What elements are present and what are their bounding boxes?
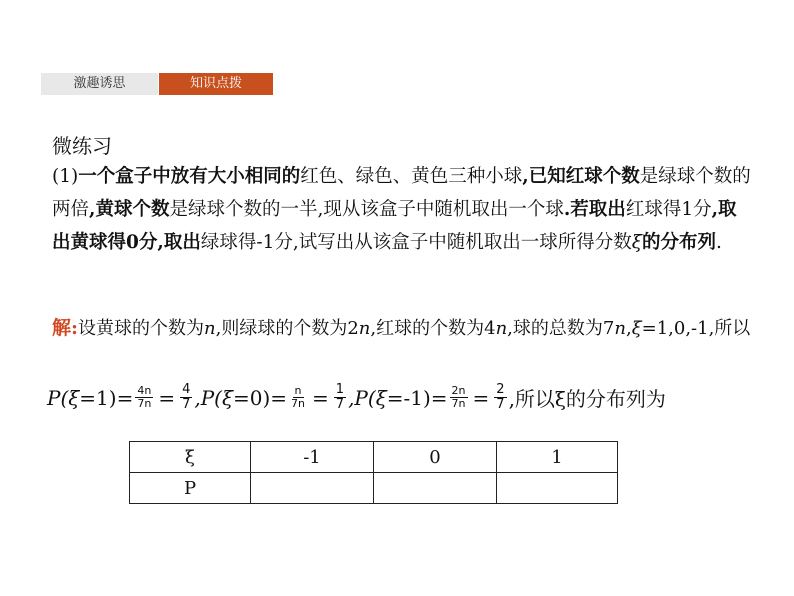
formula-tail: ,所以ξ的分布列为	[508, 387, 666, 411]
fraction	[494, 383, 506, 412]
fraction-numerator: 1	[335, 382, 345, 397]
table-cell: 0	[374, 442, 497, 473]
fraction-numerator: 4n	[137, 384, 152, 397]
probability-formula	[47, 383, 666, 412]
problem-part: 红色、绿色、黄色三种小球	[300, 166, 523, 187]
formula-xi: ξ	[68, 385, 80, 410]
table-cell: P	[130, 473, 251, 504]
page-title: 微练习	[52, 134, 112, 158]
fraction-denominator: 7n	[291, 397, 306, 410]
table-cell	[374, 473, 497, 504]
fraction	[180, 383, 192, 412]
table-row	[130, 473, 618, 504]
table-cell: -1	[251, 442, 374, 473]
solution-label: 解:	[52, 317, 79, 339]
tab-bar	[41, 73, 273, 95]
problem-part: 绿球得-1分,试写出从该盒子中随机取出一球所得分数	[200, 232, 632, 253]
problem-part: .若取出	[563, 199, 626, 220]
table-cell	[497, 473, 618, 504]
fraction-denominator: 7	[182, 397, 191, 412]
problem-part: ,取出黄球得0分,取出	[52, 199, 737, 253]
solution-part: 设黄球的个数为	[78, 318, 205, 339]
equals-sign: =	[312, 385, 329, 410]
fraction	[334, 383, 346, 412]
formula-part: =0)=	[233, 385, 288, 410]
tab-knowledge[interactable]: 知识点拨	[159, 73, 273, 95]
formula-part: ,P(	[348, 385, 376, 410]
solution-xi: ξ	[631, 318, 642, 339]
solution-part: ,球的总数为7	[507, 318, 615, 339]
equals-sign: =	[158, 385, 176, 410]
fraction-numerator: 2n	[451, 384, 466, 397]
fraction	[135, 385, 153, 410]
problem-part: 一个盒子中放有大小相同的	[78, 166, 301, 187]
table-cell: ξ	[130, 442, 251, 473]
problem-xi: ξ	[631, 232, 642, 253]
equals-sign: =	[472, 385, 490, 410]
solution-var: n	[495, 318, 508, 339]
fraction-denominator: 7	[496, 397, 505, 412]
solution-part: ,则绿球的个数为2	[215, 318, 359, 339]
solution-part: ,	[625, 318, 632, 339]
formula-part: ,P(	[194, 385, 222, 410]
formula-part: =-1)=	[386, 385, 448, 410]
table-cell	[251, 473, 374, 504]
fraction-denominator: 7n	[137, 397, 152, 410]
formula-xi: ξ	[375, 385, 387, 410]
fraction-denominator: 7n	[451, 397, 466, 410]
problem-part: ,黄球个数	[89, 199, 170, 220]
table-row	[130, 442, 618, 473]
solution-part: ,红球的个数为4	[370, 318, 496, 339]
solution-part: =1,0,-1,所以	[641, 318, 751, 339]
problem-part: 是绿球个数的一半,现从该盒子中随机取出一个球	[169, 199, 564, 220]
formula-part: P(	[47, 385, 69, 410]
formula-part: =1)=	[79, 385, 134, 410]
problem-part: 的分布列	[641, 232, 716, 253]
problem-part: 红球得1分	[625, 199, 712, 220]
fraction-numerator: 4	[182, 382, 191, 397]
tab-interest[interactable]: 激趣诱思	[41, 73, 158, 95]
problem-part: 是绿球个数的两倍	[52, 166, 751, 220]
solution-var: n	[204, 318, 216, 339]
problem-part: ,已知红球个数	[522, 166, 640, 187]
fraction	[289, 385, 307, 410]
fraction-numerator: n	[294, 384, 302, 397]
problem-text	[52, 160, 752, 259]
fraction-denominator: 7	[335, 397, 345, 412]
solution-var: n	[614, 318, 626, 339]
problem-part: (1)	[52, 166, 79, 187]
fraction-numerator: 2	[496, 382, 505, 397]
distribution-table	[129, 441, 618, 504]
table-cell: 1	[497, 442, 618, 473]
solution-var: n	[358, 318, 371, 339]
fraction	[450, 385, 468, 410]
problem-part: .	[715, 232, 722, 253]
formula-xi: ξ	[221, 385, 233, 410]
solution-text	[52, 313, 752, 344]
